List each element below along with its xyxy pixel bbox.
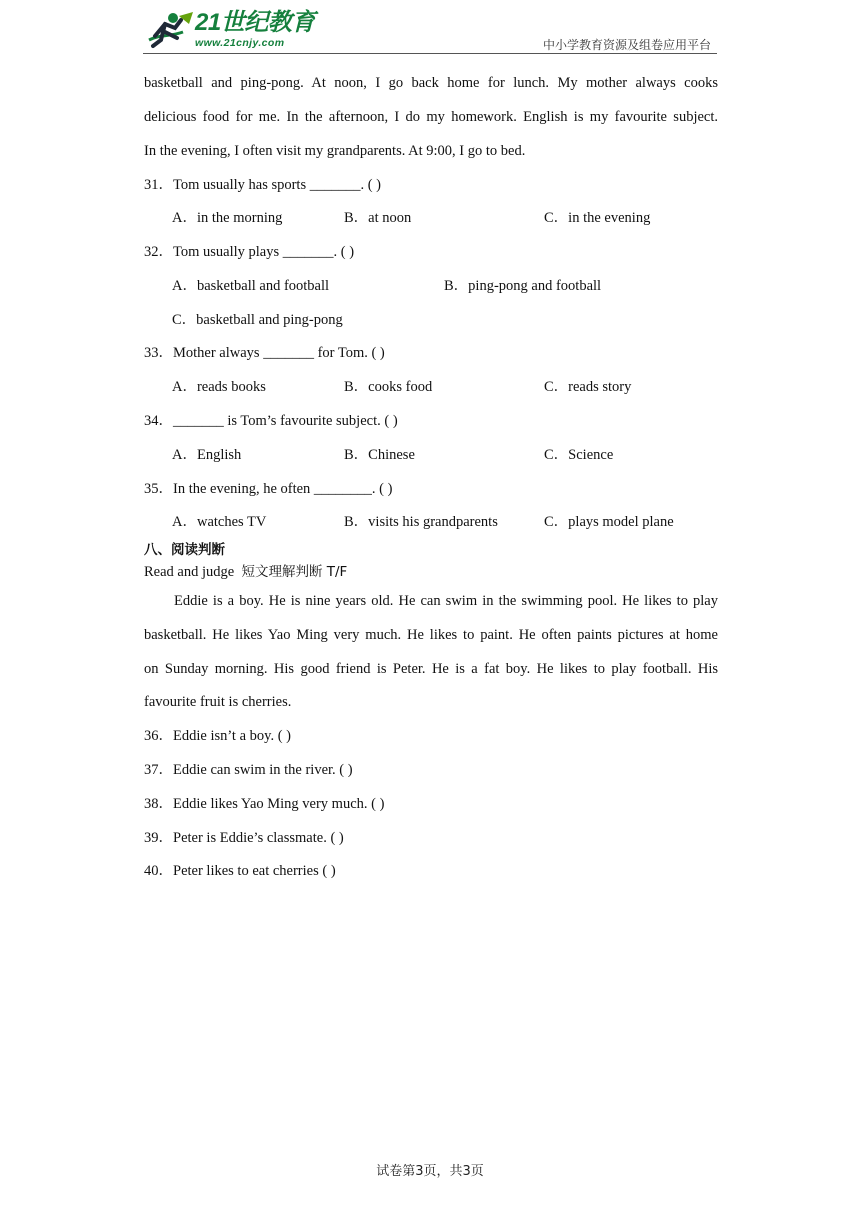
- instruction-cn: 短文理解判断 T/F: [241, 564, 348, 580]
- question-stem: 32．Tom usually plays _______. ( ): [144, 244, 355, 260]
- page-header: [143, 8, 717, 54]
- passage-line: on Sunday morning. His good friend is Peter. He is a fat boy. He likes to play football. His: [144, 661, 718, 677]
- judge-item: 36．Eddie isn’t a boy. ( ): [144, 728, 291, 744]
- instruction-en: Read and judge: [144, 564, 235, 580]
- question-stem: 31．Tom usually has sports _______. ( ): [144, 177, 382, 193]
- option-a[interactable]: A．English: [172, 447, 242, 463]
- passage-line: basketball. He likes Yao Ming very much. He likes to paint. He often paints pictures at home: [144, 627, 718, 643]
- passage-line: delicious food for me. In the afternoon, I do my homework. English is my favourite subject.: [144, 109, 718, 125]
- passage-line: In the evening, I often visit my grandparents. At 9:00, I go to bed.: [144, 143, 526, 159]
- passage-line: favourite fruit is cherries.: [144, 694, 292, 710]
- option-c[interactable]: C．reads story: [544, 379, 632, 395]
- option-c[interactable]: C．plays model plane: [544, 514, 674, 530]
- question-stem: 33．Mother always _______ for Tom. ( ): [144, 345, 385, 361]
- option-b[interactable]: B．visits his grandparents: [344, 514, 498, 530]
- page-footer: 试卷第3页，共3页: [376, 1164, 484, 1179]
- option-b[interactable]: B．ping-pong and football: [444, 278, 602, 294]
- section-title: 八、阅读判断: [144, 542, 225, 558]
- header-divider: [143, 53, 717, 54]
- option-c[interactable]: C．Science: [544, 447, 614, 463]
- passage-line: Eddie is a boy. He is nine years old. He can swim in the swimming pool. He likes to play: [174, 593, 718, 609]
- header-slogan: 中小学教育资源及组卷应用平台: [542, 38, 711, 52]
- judge-item: 40．Peter likes to eat cherries ( ): [144, 863, 336, 879]
- option-c[interactable]: C．in the evening: [544, 210, 651, 226]
- option-a[interactable]: A．reads books: [172, 379, 266, 395]
- option-a[interactable]: A．in the morning: [172, 210, 283, 226]
- section-instruction: [144, 562, 718, 582]
- judge-item: 37．Eddie can swim in the river. ( ): [144, 762, 353, 778]
- option-c[interactable]: C．basketball and ping-pong: [172, 312, 343, 328]
- option-a[interactable]: A．basketball and football: [172, 278, 330, 294]
- judge-item: 38．Eddie likes Yao Ming very much. ( ): [144, 796, 385, 812]
- question-stem: 34．_______ is Tom’s favourite subject. ( ): [144, 413, 398, 429]
- judge-item: 39．Peter is Eddie’s classmate. ( ): [144, 830, 344, 846]
- logo-text: 21世纪教育: [195, 9, 315, 36]
- question-stem: 35．In the evening, he often ________. ( ): [144, 481, 393, 497]
- option-b[interactable]: B．Chinese: [344, 447, 415, 463]
- passage-line: basketball and ping-pong. At noon, I go back home for lunch. My mother always cooks: [144, 75, 718, 91]
- option-b[interactable]: B．cooks food: [344, 379, 433, 395]
- option-a[interactable]: A．watches TV: [172, 514, 267, 530]
- logo-url: www.21cnjy.com: [195, 37, 285, 49]
- option-b[interactable]: B．at noon: [344, 210, 412, 226]
